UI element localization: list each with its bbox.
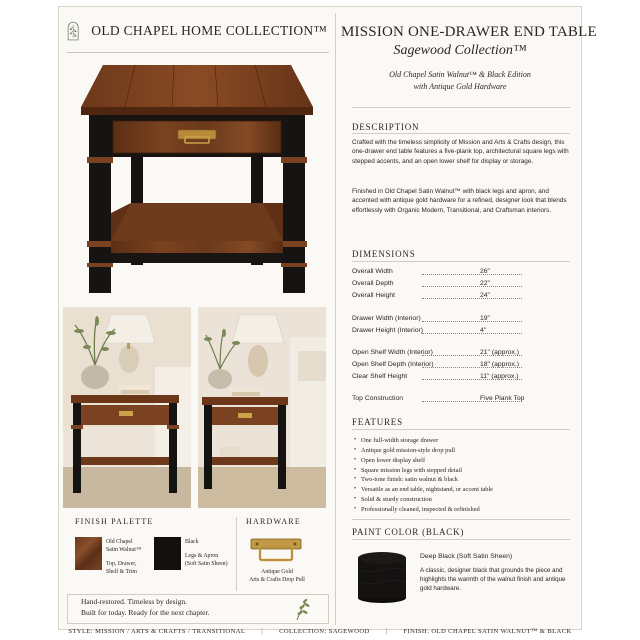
feature-item: • Open lower display shelf [354,456,574,466]
dimension-row [352,361,572,371]
dimension-value: Five Plank Top [480,395,525,402]
title-divider [352,107,570,108]
collection-name: Sagewood Collection™ [393,43,527,58]
dimension-value: 26" [480,268,490,275]
product-title: MISSION ONE-DRAWER END TABLE [341,24,597,40]
dimension-row [352,315,572,325]
footer-separator: | [385,627,388,635]
dimension-value: 11" (approx.) [480,373,519,380]
description-rule [352,133,570,134]
spec-sheet [58,6,597,630]
black-swatch [154,537,181,570]
dimension-label: Drawer Height (Interior) [352,327,424,334]
brand-divider [67,52,329,53]
dimension-label: Overall Depth [352,280,394,287]
black-name: Black [185,539,199,545]
hero-product-image [79,63,315,299]
walnut-use-line-2: Shelf & Trim [106,569,137,575]
dimension-label: Drawer Width (Interior) [352,315,421,322]
footer-bar [58,625,582,637]
dimension-row [352,395,572,405]
feature-item: • Professionally cleaned, inspected & refinished [354,505,574,515]
dimension-row [352,327,572,337]
dimension-label: Overall Width [352,268,393,275]
dimension-value: 4" [480,327,487,334]
dimension-label: Overall Height [352,292,396,299]
dimension-value: 19" [480,315,490,322]
dimension-label: Open Shelf Width (Interior) [352,349,433,356]
chapel-logo-icon [67,14,79,48]
dimension-label: Open Shelf Depth (Interior) [352,361,434,368]
tagline-line-2: Built for today. Ready for the next chapter. [81,607,210,617]
black-use-line-1: Legs & Apron [185,553,219,559]
olive-sprig-icon [293,597,311,621]
footer-separator: | [261,627,264,635]
features-title: FEATURES [352,417,403,427]
feature-item: • Antique gold mission-style drop pull [354,446,574,456]
feature-item: • Solid & sturdy construction [354,495,574,505]
walnut-name-line-1: Old Chapel [106,539,133,545]
description-paragraph-2: Finished in Old Chapel Satin Walnut™ with black legs and apron, and accented with antique gold hardware for a refined, designer look that blends effortlessly with Organic Modern, Transitional, and Craftsman interiors. [352,188,567,214]
brand-name: OLD CHAPEL HOME COLLECTION™ [91,23,327,38]
edition-line-2: with Antique Gold Hardware [413,82,507,91]
walnut-swatch [75,537,102,570]
footer-finish: FINISH: OLD CHAPEL SATIN WALNUT™ & BLACK [403,627,572,635]
tagline [81,597,209,618]
black-swatch-label [185,538,235,568]
brand-header [67,12,327,50]
tagline-line-1: Hand-restored. Timeless by design. [81,597,188,606]
black-use-line-2: (Soft Satin Sheen) [185,561,228,567]
dimension-row [352,292,572,302]
lifestyle-image-living-room [63,307,191,508]
feature-item: • Versatile as an end table, nightstand, or accent table [354,485,574,495]
description-title: DESCRIPTION [352,122,420,132]
walnut-swatch-label [106,538,152,576]
dimension-value: 24" [480,292,490,299]
feature-item: • One full-width storage drawer [354,436,574,446]
footer-collection: COLLECTION: SAGEWOOD [279,627,370,635]
hardware-title: HARDWARE [246,517,301,526]
hardware-caption [244,568,310,584]
lifestyle-image-bedroom [198,307,326,508]
description-paragraph-1: Crafted with the timeless simplicity of Mission and Arts & Crafts design, this one-drawer end table features a five-plank top, architectural square legs with stepped accents, and an open lower shelf for display or storage. [352,139,569,165]
features-rule [352,429,570,430]
paint-swatch-image [356,550,408,604]
hardware-caption-line-2: Arts & Crafts Drop Pull [249,577,305,583]
dimension-value: 21" (approx.) [480,349,520,356]
dimension-row [352,268,572,278]
paint-top-rule [352,519,570,520]
palette-hardware-divider [236,517,237,591]
edition-text [341,69,579,93]
walnut-use-line-1: Top, Drawer, [106,561,137,567]
walnut-name-line-2: Satin Walnut™ [106,547,142,553]
paint-color-title: PAINT COLOR (BLACK) [352,527,465,537]
finish-palette-title: FINISH PALETTE [75,517,154,526]
footer-style: STYLE: MISSION / ARTS & CRAFTS / TRANSITIONAL [68,627,246,635]
dimension-row [352,349,572,359]
dimension-label: Clear Shelf Height [352,373,408,380]
hardware-caption-line-1: Antique Gold [261,569,293,575]
features-list [354,436,574,515]
dimension-value: 18" (approx.) [480,361,520,368]
drop-pull-image [247,537,305,563]
dimensions-title: DIMENSIONS [352,249,416,259]
dimension-label: Top Construction [352,395,404,402]
feature-item: • Square mission legs with stepped detail [354,466,574,476]
dimensions-rule [352,261,570,262]
column-divider [335,13,336,625]
dimension-row [352,373,572,383]
dimension-value: 22" [480,280,490,287]
edition-line-1: Old Chapel Satin Walnut™ & Black Edition [389,70,531,79]
paint-description: A classic, designer black that grounds the piece and highlights the warmth of the walnut finish and antique gold hardware. [420,567,566,592]
paint-name: Deep Black (Soft Satin Sheen) [420,553,513,560]
dimension-row [352,280,572,290]
paint-rule [352,539,570,540]
feature-item: • Two-tone finish: satin walnut & black [354,475,574,485]
